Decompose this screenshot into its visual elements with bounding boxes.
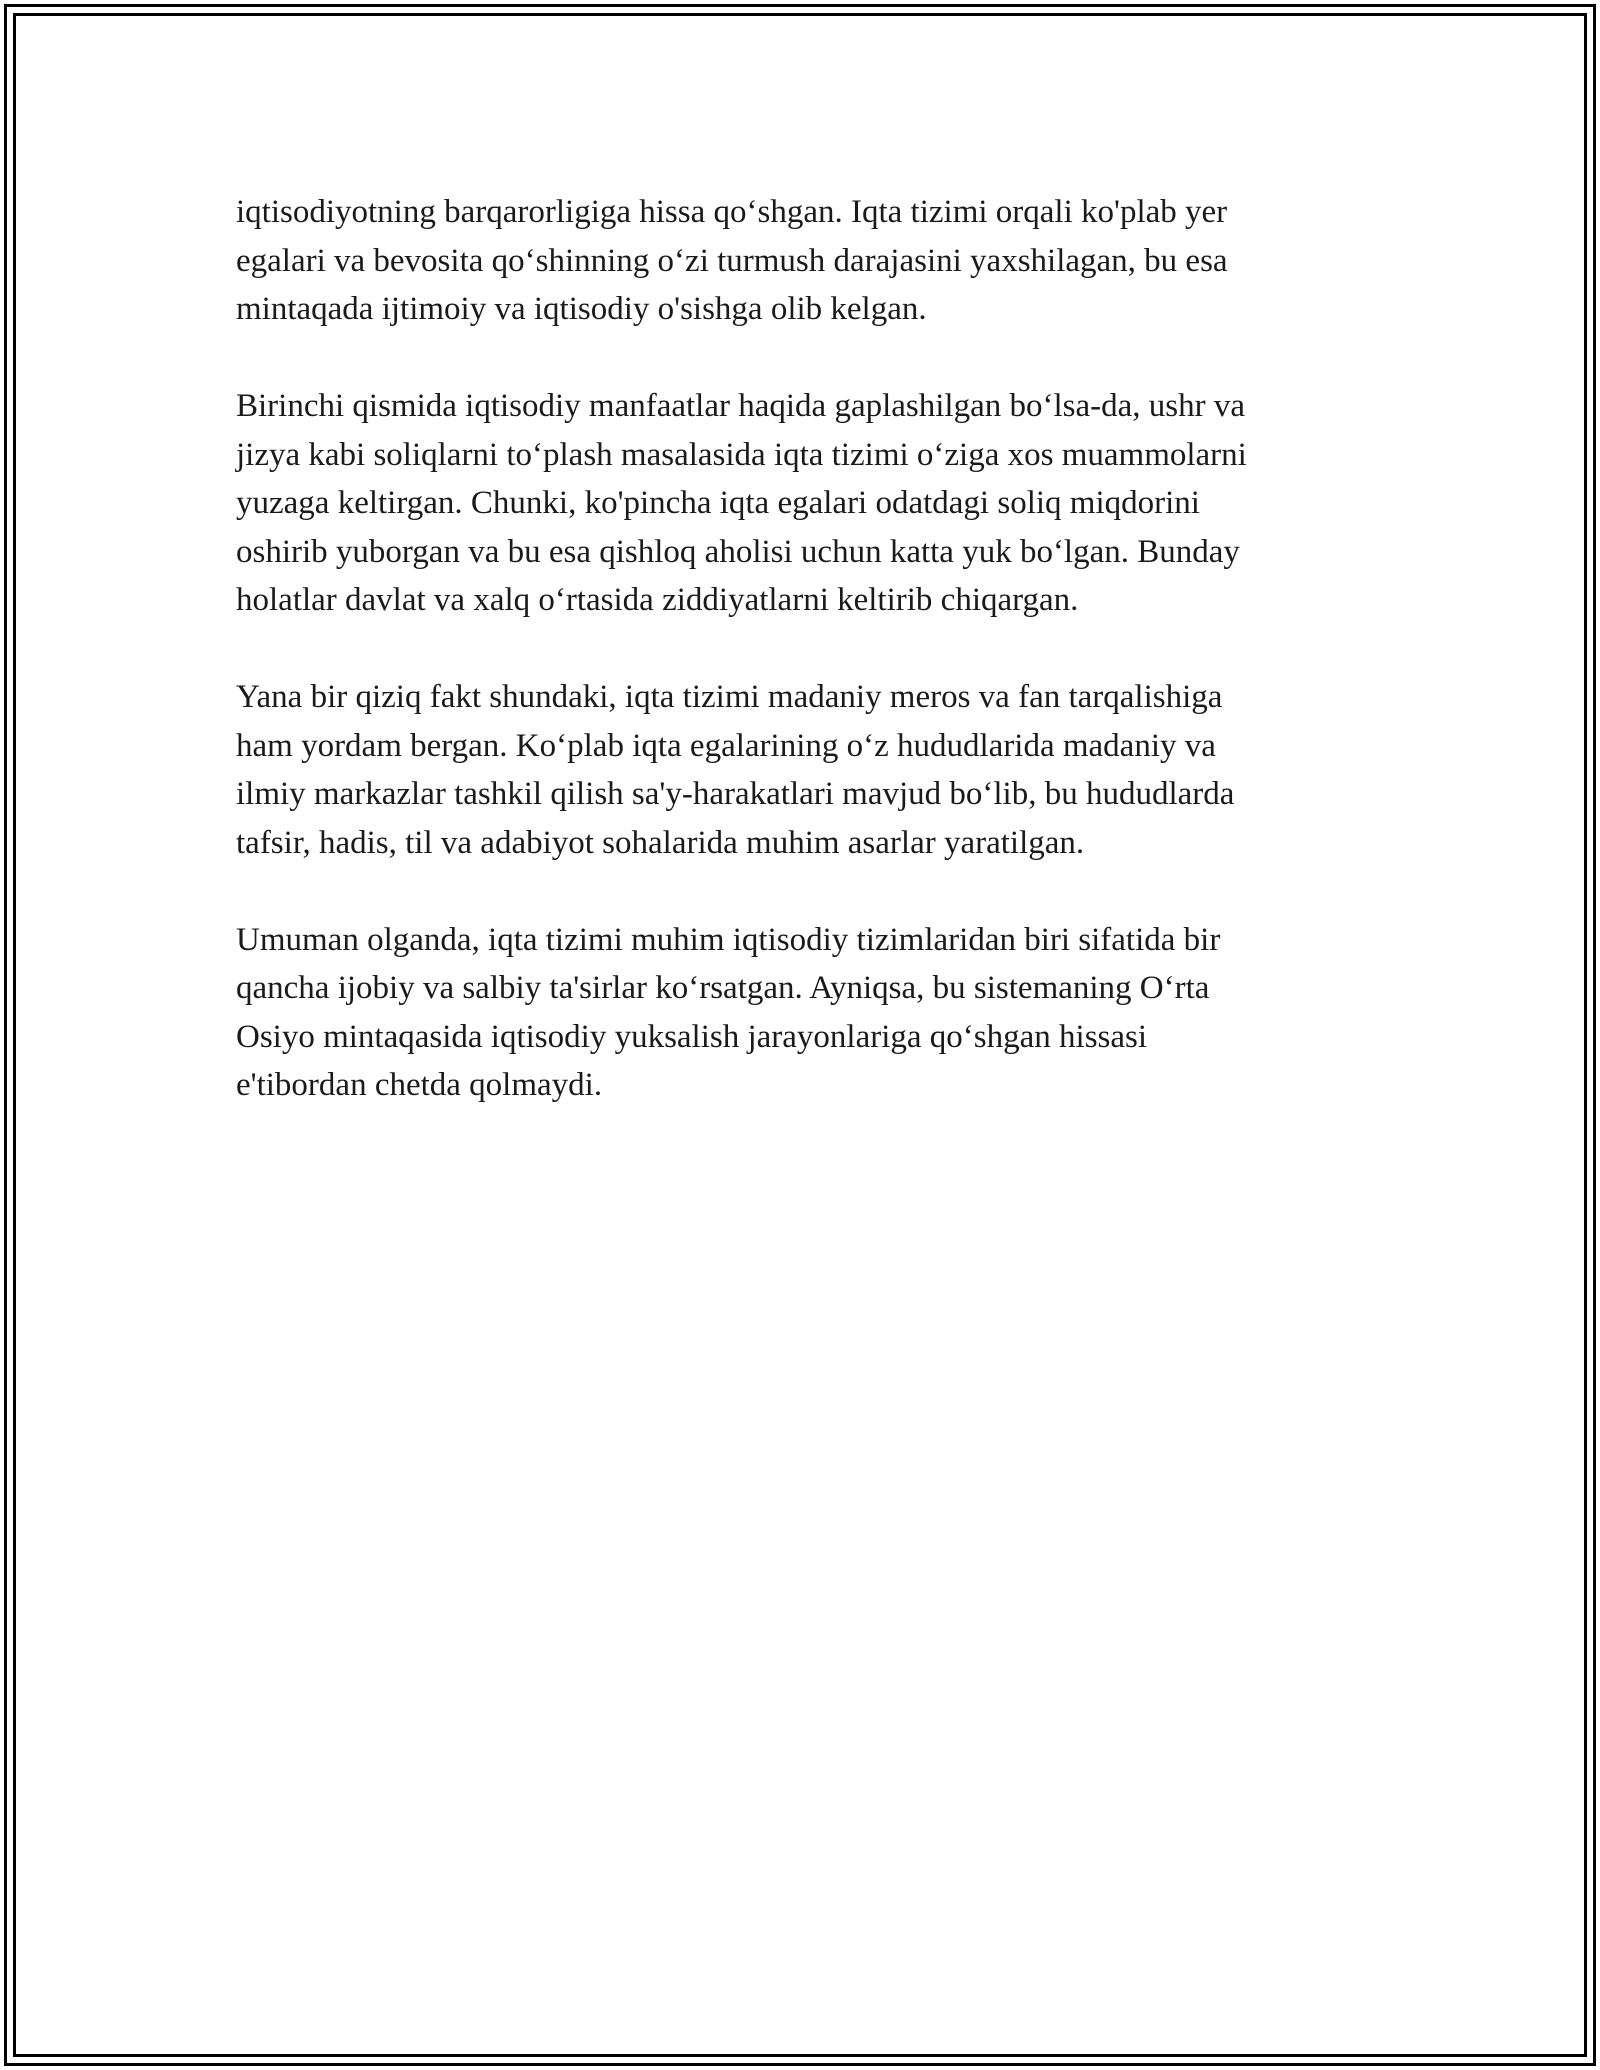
text-line: iqtisodiyotning barqarorligiga hissa qo‘shgan. Iqta tizimi orqali ko'plab yer (236, 194, 1228, 230)
text-line: yuzaga keltirgan. Chunki, ko'pincha iqta egalari odatdagi soliq miqdorini (236, 485, 1200, 521)
text-line: e'tibordan chetda qolmaydi. (236, 1067, 603, 1103)
text-line: jizya kabi soliqlarni to‘plash masalasida iqta tizimi o‘ziga xos muammolarni (236, 436, 1247, 473)
text-line: ilmiy markazlar tashkil qilish sa'y-harakatlari mavjud bo‘lib, bu hududlarda (236, 776, 1235, 812)
text-line: qancha ijobiy va salbiy ta'sirlar ko‘rsatgan. Ayniqsa, bu sistemaning O‘rta (236, 970, 1210, 1006)
paragraph-1 (236, 188, 1396, 334)
document-body (236, 188, 1396, 1158)
text-line: Osiyo mintaqasida iqtisodiy yuksalish jarayonlariga qo‘shgan hissasi (236, 1018, 1148, 1055)
text-line: Yana bir qiziq fakt shundaki, iqta tizimi madaniy meros va fan tarqalishiga (236, 679, 1223, 715)
paragraph-4 (236, 916, 1396, 1110)
text-line: tafsir, hadis, til va adabiyot sohalarida muhim asarlar yaratilgan. (236, 824, 1085, 861)
text-line: Birinchi qismida iqtisodiy manfaatlar haqida gaplashilgan bo‘lsa-da, ushr va (236, 388, 1245, 424)
paragraph-2 (236, 382, 1396, 625)
paragraph-3 (236, 673, 1396, 867)
text-line: ham yordam bergan. Ko‘plab iqta egalarining o‘z hududlarida madaniy va (236, 727, 1216, 764)
text-line: mintaqada ijtimoiy va iqtisodiy o'sishga olib kelgan. (236, 291, 927, 327)
text-line: oshirib yuborgan va bu esa qishloq aholisi uchun katta yuk bo‘lgan. Bunday (236, 533, 1240, 570)
text-line: Umuman olganda, iqta tizimi muhim iqtisodiy tizimlaridan biri sifatida bir (236, 921, 1221, 958)
text-line: egalari va bevosita qo‘shinning o‘zi turmush darajasini yaxshilagan, bu esa (236, 242, 1228, 279)
text-line: holatlar davlat va xalq o‘rtasida ziddiyatlarni keltirib chiqargan. (236, 582, 1079, 618)
